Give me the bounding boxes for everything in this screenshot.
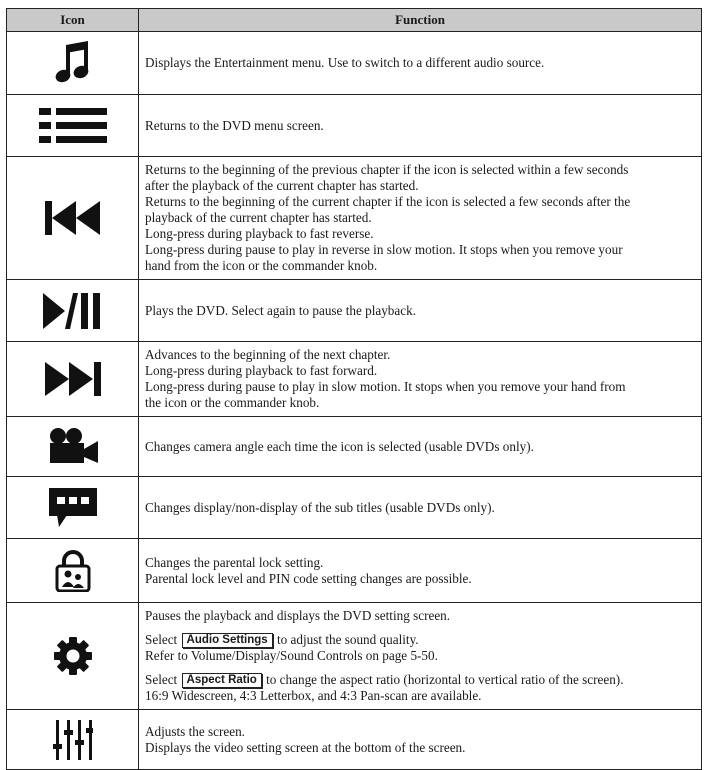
icon-cell xyxy=(7,603,139,710)
icon-cell xyxy=(7,32,139,95)
icon-cell xyxy=(7,280,139,342)
function-cell xyxy=(139,539,702,603)
table-header-row xyxy=(7,9,702,32)
function-cell xyxy=(139,342,702,417)
icon-cell xyxy=(7,417,139,477)
function-cell xyxy=(139,417,702,477)
function-text: Adjusts the screen. xyxy=(145,723,245,739)
function-text: Changes the parental lock setting. xyxy=(145,554,324,570)
table-row xyxy=(7,710,702,770)
function-cell xyxy=(139,95,702,157)
table-row xyxy=(7,603,702,710)
gear-icon xyxy=(54,637,92,675)
function-text: to change the aspect ratio (horizontal to vertical ratio of the screen). xyxy=(266,672,624,687)
function-table-container xyxy=(6,8,701,770)
audio-settings-button: Audio Settings xyxy=(182,633,273,648)
function-text xyxy=(145,672,695,688)
function-text: the icon or the commander knob. xyxy=(145,395,320,410)
select-word: Select xyxy=(145,672,178,687)
list-menu-icon xyxy=(39,106,107,146)
music-note-icon xyxy=(53,41,93,85)
icon-cell xyxy=(7,710,139,770)
table-row xyxy=(7,539,702,603)
function-text: Long-press during playback to fast forward. xyxy=(145,363,378,378)
previous-track-icon xyxy=(45,201,101,235)
icon-cell xyxy=(7,342,139,417)
header-icon: Icon xyxy=(7,9,139,32)
function-text: to adjust the sound quality. xyxy=(276,632,419,647)
icon-cell xyxy=(7,477,139,539)
play-pause-icon xyxy=(43,292,103,330)
aspect-ratio-button: Aspect Ratio xyxy=(182,673,262,688)
function-cell xyxy=(139,477,702,539)
parental-lock-icon xyxy=(55,550,91,592)
next-track-icon xyxy=(45,362,101,396)
function-text: Changes camera angle each time the icon is selected (usable DVDs only). xyxy=(145,438,534,454)
icon-function-table xyxy=(6,8,702,770)
function-text: after the playback of the current chapter has started. xyxy=(145,178,419,193)
function-text: Long-press during playback to fast reverse. xyxy=(145,226,374,241)
function-text: 16:9 Widescreen, 4:3 Letterbox, and 4:3 Pan-scan are available. xyxy=(145,688,482,703)
function-text xyxy=(145,632,695,648)
function-text: Plays the DVD. Select again to pause the playback. xyxy=(145,302,417,318)
function-text: Parental lock level and PIN code setting changes are possible. xyxy=(145,570,472,586)
table-row xyxy=(7,157,702,280)
function-cell xyxy=(139,603,702,710)
function-text: Refer to Volume/Display/Sound Controls on page 5-50. xyxy=(145,648,438,663)
video-camera-icon xyxy=(46,427,100,467)
function-text: Long-press during pause to play in slow motion. It stops when you remove your hand from xyxy=(145,379,626,394)
icon-cell xyxy=(7,157,139,280)
function-text: Returns to the beginning of the current chapter if the icon is selected a few seconds after the xyxy=(145,194,631,209)
function-cell xyxy=(139,157,702,280)
function-text: Returns to the DVD menu screen. xyxy=(145,117,324,133)
select-word: Select xyxy=(145,632,178,647)
function-text: Displays the Entertainment menu. Use to switch to a different audio source. xyxy=(145,55,545,70)
table-row xyxy=(7,32,702,95)
function-text: Pauses the playback and displays the DVD setting screen. xyxy=(145,608,451,623)
function-cell xyxy=(139,710,702,770)
function-text: Long-press during pause to play in reverse in slow motion. It stops when you remove your xyxy=(145,242,623,257)
subtitle-bubble-icon xyxy=(49,488,97,528)
function-cell xyxy=(139,32,702,95)
function-text: Displays the video setting screen at the bottom of the screen. xyxy=(145,739,466,755)
function-text: Returns to the beginning of the previous chapter if the icon is selected within a few seconds xyxy=(145,162,629,177)
table-row xyxy=(7,342,702,417)
table-row xyxy=(7,477,702,539)
table-row xyxy=(7,95,702,157)
function-text: hand from the icon or the commander knob. xyxy=(145,258,378,273)
header-function: Function xyxy=(139,9,702,32)
table-row xyxy=(7,280,702,342)
icon-cell xyxy=(7,539,139,603)
function-cell xyxy=(139,280,702,342)
function-text: Advances to the beginning of the next chapter. xyxy=(145,347,391,362)
function-text: Changes display/non-display of the sub titles (usable DVDs only). xyxy=(145,499,495,515)
equalizer-sliders-icon xyxy=(53,720,93,760)
table-row xyxy=(7,417,702,477)
icon-cell xyxy=(7,95,139,157)
function-text: playback of the current chapter has started. xyxy=(145,210,372,225)
